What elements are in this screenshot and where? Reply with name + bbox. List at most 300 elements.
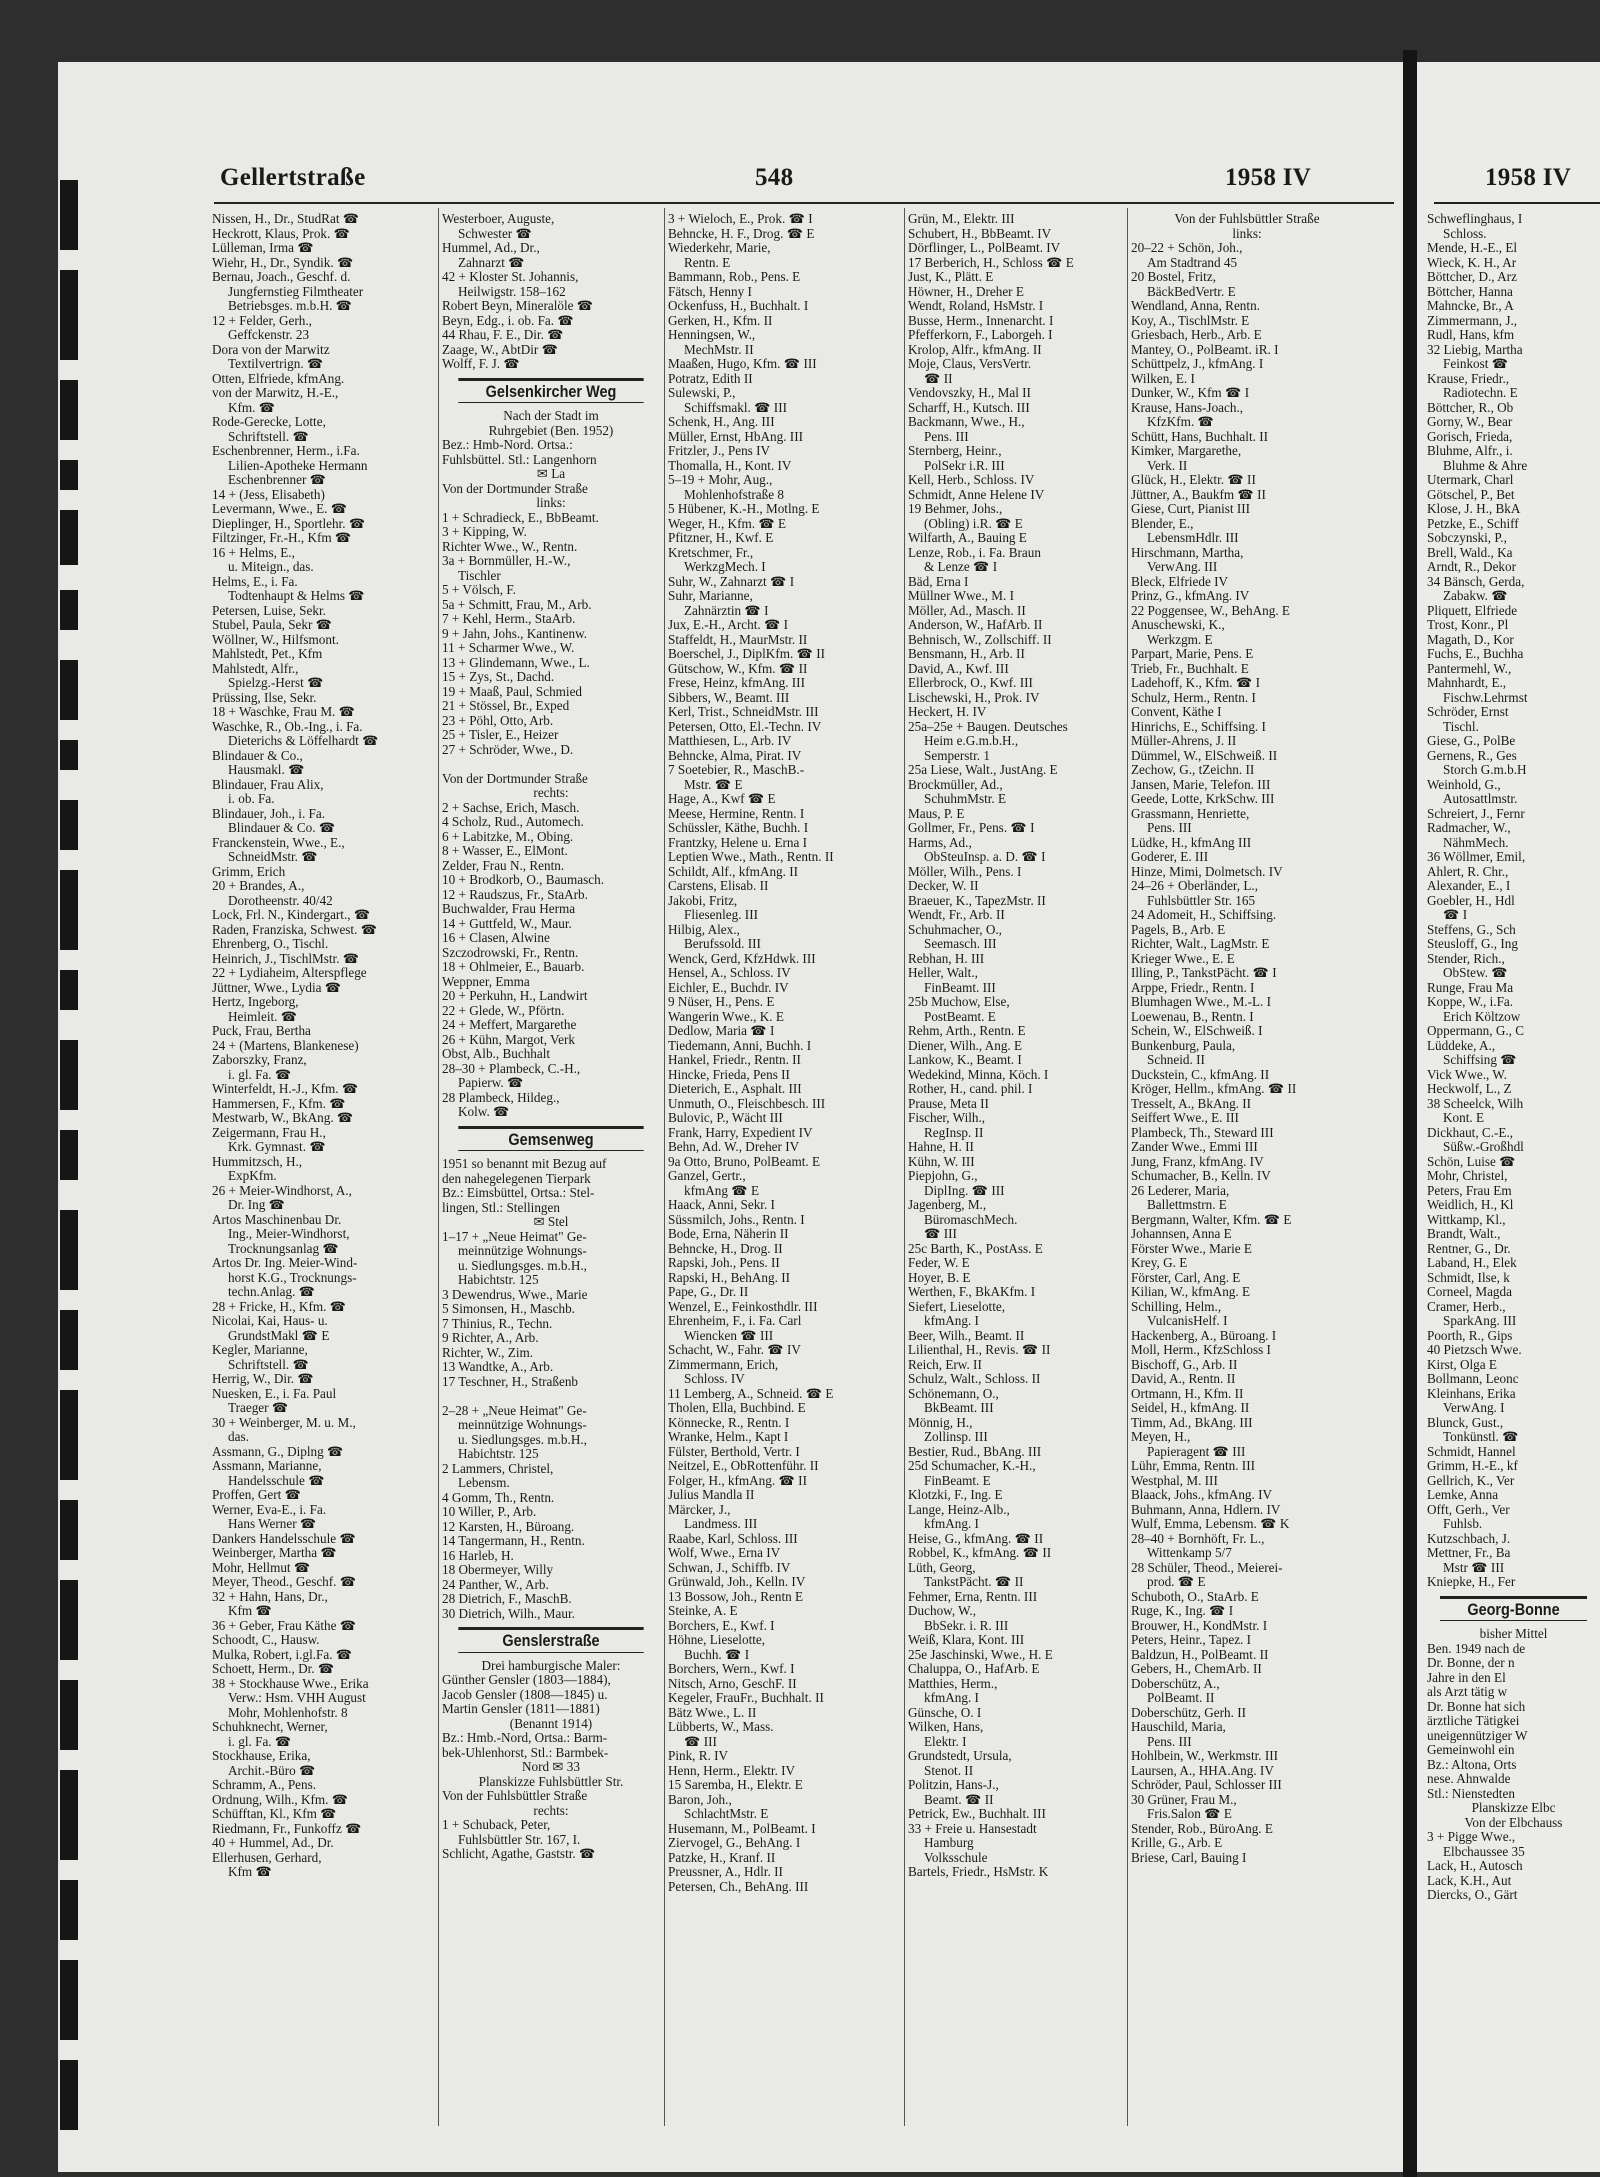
- directory-entry: Klotzki, F., Ing. E: [908, 1488, 1003, 1502]
- directory-entry: Ahlert, R. Chr.,: [1427, 864, 1509, 879]
- entry-continuation: TankstPächt. ☎ II: [924, 1575, 1024, 1589]
- directory-entry: 12 Karsten, H., Büroang.: [442, 1519, 575, 1534]
- directory-entry: Höwner, H., Dreher E: [908, 284, 1024, 299]
- directory-entry: Weger, H., Kfm. ☎ E: [668, 516, 787, 531]
- entry-continuation: PostBeamt. E: [924, 1009, 996, 1024]
- directory-entry: Böttcher, Hanna: [1427, 284, 1513, 299]
- entry-continuation: Elbchaussee 35: [1443, 1844, 1525, 1859]
- directory-entry: Petrick, Ew., Buchhalt. III: [908, 1807, 1046, 1821]
- directory-entry: Dieterich, E., Asphalt. III: [668, 1082, 802, 1096]
- directory-entry: Goebler, H., Hdl: [1427, 893, 1515, 908]
- directory-entry: Gütschow, W., Kfm. ☎ II: [668, 661, 808, 676]
- directory-entry: Möller, Ad., Masch. II: [908, 603, 1026, 618]
- entry-continuation: RegInsp. II: [924, 1125, 984, 1140]
- directory-entry: Oppermann, G., C: [1427, 1024, 1525, 1038]
- directory-entry: Chaluppa, O., HafArb. E: [908, 1662, 1040, 1676]
- directory-entry: Raabe, Karl, Schloss. III: [668, 1531, 798, 1546]
- directory-entry: Petersen, Otto, El.-Techn. IV: [668, 719, 822, 734]
- entry-continuation: BbSekr. i. R. III: [924, 1618, 1009, 1633]
- directory-entry: Mahnhardt, E.,: [1427, 676, 1507, 690]
- directory-entry: Puck, Frau, Bertha: [212, 1024, 311, 1038]
- directory-entry: Grimm, H.-E., kf: [1427, 1459, 1518, 1473]
- directory-entry: Assmann, G., Diplng ☎: [212, 1444, 344, 1459]
- directory-entry: 25b Muchow, Else,: [908, 995, 1010, 1009]
- directory-entry: Schüttpelz, J., kfmAng. I: [1131, 357, 1264, 371]
- entry-continuation: Dieterichs & Löffelhardt ☎: [228, 734, 379, 748]
- directory-entry: Rebhan, H. III: [908, 951, 985, 966]
- directory-entry: Schoodt, C., Hausw.: [212, 1633, 320, 1647]
- entry-continuation: Feinkost ☎: [1443, 357, 1509, 371]
- directory-entry: Schwan, J., Schiffb. IV: [668, 1560, 791, 1575]
- directory-entry: Schreiert, J., Fernr: [1427, 806, 1525, 821]
- binding-mark: [60, 180, 78, 250]
- entry-continuation: Berufssold. III: [684, 937, 761, 951]
- directory-entry: Blaack, Johs., kfmAng. IV: [1131, 1488, 1273, 1502]
- directory-entry: Ockenfuss, H., Buchhalt. I: [668, 299, 809, 313]
- header-rule: [214, 202, 1394, 204]
- directory-entry: 13 Wandtke, A., Arb.: [442, 1360, 554, 1374]
- directory-entry: Bunkenburg, Paula,: [1131, 1038, 1236, 1053]
- directory-entry: Behn, Ad. W., Dreher IV: [668, 1140, 800, 1154]
- directory-entry: Mahlstedt, Alfr.,: [212, 661, 299, 676]
- directory-entry: 10 + Brodkorb, O., Baumasch.: [442, 873, 605, 887]
- directory-column-1: [212, 212, 434, 2132]
- directory-entry: Brockmüller, Ad.,: [908, 777, 1003, 792]
- entry-continuation: GrundstMakl ☎ E: [228, 1328, 330, 1343]
- directory-entry: Krille, G., Arb. E: [1131, 1836, 1223, 1850]
- street-note: bisher Mittel: [1479, 1627, 1548, 1641]
- entry-continuation: Schloss. IV: [684, 1372, 745, 1386]
- directory-entry: Wolf, Wwe., Erna IV: [668, 1546, 781, 1560]
- entry-continuation: Geffckenstr. 23: [228, 328, 310, 342]
- directory-entry: Anderson, W., HafArb. II: [908, 618, 1043, 632]
- directory-entry: Heckrott, Klaus, Prok. ☎: [212, 226, 351, 241]
- directory-entry: Hauschild, Maria,: [1131, 1720, 1226, 1734]
- directory-entry: Gollmer, Fr., Pens. ☎ I: [908, 821, 1035, 835]
- directory-entry: David, A., Rentn. II: [1131, 1372, 1236, 1386]
- directory-entry: Schmidt, Hannel: [1427, 1444, 1516, 1459]
- directory-entry: 5 + Völsch, F.: [442, 583, 516, 597]
- entry-continuation: Archit.-Büro ☎: [228, 1763, 316, 1778]
- directory-entry: Prause, Meta II: [908, 1096, 989, 1111]
- entry-continuation: Schiffsing ☎: [1443, 1053, 1517, 1067]
- entry-continuation: FinBeamt. III: [924, 980, 996, 995]
- entry-continuation: Autosattlmstr.: [1443, 792, 1518, 806]
- directory-entry: 16 + Helms, E.,: [212, 545, 295, 560]
- directory-entry: Grundstedt, Ursula,: [908, 1749, 1012, 1763]
- directory-entry: 12 + Raudszus, Fr., StaArb.: [442, 887, 588, 902]
- directory-entry: Radmacher, W.,: [1427, 821, 1511, 835]
- directory-entry: Bernau, Joach., Geschf. d.: [212, 270, 351, 284]
- directory-entry: Ziervogel, G., BehAng. I: [668, 1836, 801, 1850]
- entry-continuation: Kont. E: [1443, 1111, 1485, 1125]
- directory-entry: 7 + Kehl, Herm., StaArb.: [442, 612, 576, 626]
- entry-continuation: Hausmakl. ☎: [228, 763, 305, 777]
- directory-entry: Förster, Carl, Ang. E: [1131, 1270, 1241, 1285]
- directory-entry: Fülster, Berthold, Vertr. I: [668, 1444, 800, 1459]
- entry-continuation: Mstr. ☎ E: [684, 777, 743, 792]
- directory-entry: Behncke, Alma, Pirat. IV: [668, 748, 802, 763]
- entry-continuation: SchuhmMstr. E: [924, 792, 1007, 806]
- entry-continuation: Süßw.-Großhdl: [1443, 1140, 1524, 1154]
- entry-continuation: Wittenkamp 5/7: [1147, 1546, 1232, 1560]
- directory-entry: Wilfarth, A., Bauing E: [908, 531, 1027, 545]
- directory-entry: Dora von der Marwitz: [212, 342, 330, 357]
- directory-entry: Kell, Herb., Schloss. IV: [908, 473, 1035, 487]
- directory-entry: 13 + Glindemann, Wwe., L.: [442, 655, 590, 670]
- directory-entry: Lack, K.H., Aut: [1427, 1873, 1512, 1888]
- entry-continuation: Kfm. ☎: [228, 400, 276, 415]
- directory-entry: Meyen, H.,: [1131, 1430, 1191, 1444]
- directory-entry: Hinrichs, E., Schiffsing. I: [1131, 719, 1266, 734]
- entry-continuation: Ing., Meier-Windhorst,: [228, 1227, 350, 1241]
- directory-entry: Gorisch, Frieda,: [1427, 429, 1513, 444]
- directory-entry: Henningsen, W.,: [668, 328, 756, 342]
- entry-continuation: Mohlenhofstraße 8: [684, 487, 784, 502]
- directory-entry: Bartels, Friedr., HsMstr. K: [908, 1865, 1049, 1879]
- directory-entry: Hensel, A., Schloss. IV: [668, 966, 791, 980]
- directory-entry: Matthiesen, L., Arb. IV: [668, 734, 792, 748]
- directory-entry: Hage, A., Kwf ☎ E: [668, 792, 776, 806]
- entry-continuation: Pens. III: [1147, 821, 1192, 835]
- street-note: links:: [536, 496, 566, 510]
- entry-continuation: Bluhme & Ahre: [1443, 458, 1528, 473]
- street-heading: Gelsenkircher Weg: [458, 378, 643, 404]
- entry-continuation: Ballettmstrn. E: [1147, 1198, 1227, 1212]
- entry-continuation: Tischler: [458, 568, 501, 583]
- directory-entry: 26 + Meier-Windhorst, A.,: [212, 1183, 352, 1198]
- directory-entry: Wiederkehr, Marie,: [668, 241, 771, 255]
- entry-continuation: Tonkünstl. ☎: [1443, 1430, 1519, 1444]
- directory-entry: Schenk, H., Ang. III: [668, 415, 775, 429]
- directory-entry: Ortmann, H., Kfm. II: [1131, 1386, 1244, 1401]
- directory-entry: 36 + Geber, Frau Käthe ☎: [212, 1618, 357, 1633]
- directory-entry: Pink, R. IV: [668, 1749, 729, 1763]
- directory-entry: Ehrenheim, F., i. Fa. Carl: [668, 1314, 802, 1328]
- directory-entry: Jagenberg, M.,: [908, 1198, 987, 1212]
- directory-entry: Busse, Herm., Innenarcht. I: [908, 313, 1054, 328]
- directory-entry: 5a + Schmitt, Frau, M., Arb.: [442, 597, 592, 612]
- directory-entry: Plambeck, Th., Steward III: [1131, 1125, 1274, 1140]
- directory-entry: Riedmann, Fr., Funkoffz ☎: [212, 1821, 362, 1836]
- directory-entry: 18 + Waschke, Frau M. ☎: [212, 705, 356, 719]
- directory-entry: 25 + Tisler, E., Heizer: [442, 728, 559, 742]
- directory-entry: Kutzschbach, J.: [1427, 1531, 1511, 1546]
- entry-continuation: ☎ III: [684, 1734, 717, 1749]
- directory-entry: Franckenstein, Wwe., E.,: [212, 835, 345, 850]
- binding-mark: [60, 510, 78, 565]
- directory-entry: Dankers Handelsschule ☎: [212, 1531, 356, 1546]
- directory-entry: Mohr, Hellmut ☎: [212, 1560, 311, 1575]
- directory-entry: Ordnung, Wilh., Kfm. ☎: [212, 1792, 349, 1807]
- directory-entry: David, A., Kwf. III: [908, 661, 1009, 676]
- directory-entry: Steusloff, G., Ing: [1427, 937, 1518, 951]
- directory-entry: Wolff, F. J. ☎: [442, 357, 520, 371]
- entry-continuation: Am Stadtrand 45: [1147, 255, 1238, 270]
- column-divider: [664, 208, 665, 2126]
- binding-mark: [60, 590, 78, 630]
- directory-entry: Staffeldt, H., MaurMstr. II: [668, 632, 808, 647]
- directory-entry: Schramm, A., Pens.: [212, 1778, 317, 1792]
- directory-entry: 24 + Meffert, Margarethe: [442, 1018, 577, 1032]
- directory-entry: Lübberts, W., Mass.: [668, 1720, 774, 1734]
- directory-entry: Hoyer, B. E: [908, 1270, 971, 1285]
- directory-entry: Kerl, Trist., SchneidMstr. III: [668, 705, 819, 719]
- directory-entry: Wenzel, E., Feinkosthdlr. III: [668, 1299, 818, 1314]
- entry-continuation: meinnützige Wohnungs-: [458, 1418, 587, 1432]
- entry-continuation: PolSekr i.R. III: [924, 458, 1005, 473]
- directory-entry: 4 Scholz, Rud., Automech.: [442, 815, 584, 829]
- directory-entry: 9 + Jahn, Johs., Kantinenw.: [442, 626, 588, 641]
- directory-entry: Zander Wwe., Emmi III: [1131, 1140, 1258, 1154]
- entry-continuation: Habichtstr. 125: [458, 1447, 539, 1461]
- directory-entry: Martin Gensler (1811—1881): [442, 1702, 600, 1716]
- entry-continuation: Volksschule: [924, 1850, 988, 1865]
- entry-continuation: Eschenbrenner ☎: [228, 473, 327, 487]
- directory-entry: Von der Fuhlsbüttler Straße: [442, 1789, 588, 1803]
- entry-continuation: LebensmHdlr. III: [1147, 531, 1239, 545]
- directory-entry: Julius Mandla II: [668, 1488, 755, 1502]
- directory-entry: 20 Bostel, Fritz,: [1131, 270, 1216, 284]
- directory-entry: Rapski, Joh., Pens. II: [668, 1256, 780, 1270]
- entry-continuation: Pens. III: [924, 429, 969, 444]
- directory-entry: Schubert, H., BbBeamt. IV: [908, 226, 1052, 241]
- directory-entry: Bz.: Hmb.-Nord, Ortsa.: Barm-: [442, 1731, 608, 1745]
- directory-entry: 15 + Zys, St., Dachd.: [442, 670, 555, 684]
- directory-entry: Gerken, H., Kfm. II: [668, 313, 773, 328]
- entry-continuation: MechMstr. II: [684, 342, 754, 357]
- binding-mark: [60, 2060, 78, 2130]
- directory-entry: Meese, Hermine, Rentn. I: [668, 806, 805, 821]
- directory-entry: Schumacher, B., Kelln. IV: [1131, 1169, 1271, 1183]
- directory-entry: Mantey, O., PolBeamt. iR. I: [1131, 342, 1279, 357]
- directory-entry: Werner, Eva-E., i. Fa.: [212, 1502, 327, 1517]
- directory-entry: Griesbach, Herb., Arb. E: [1131, 328, 1262, 342]
- directory-entry: 5 Hübener, K.-H., Motlng. E: [668, 502, 820, 516]
- directory-entry: Günther Gensler (1803—1884),: [442, 1673, 611, 1687]
- directory-entry: Artos Maschinenbau Dr.: [212, 1212, 342, 1227]
- entry-continuation: Storch G.m.b.H: [1443, 763, 1527, 777]
- directory-entry: Behncke, H., Drog. II: [668, 1241, 783, 1256]
- entry-continuation: kfmAng. I: [924, 1314, 979, 1328]
- directory-entry: Ruge, K., Ing. ☎ I: [1131, 1604, 1234, 1618]
- binding-mark: [60, 1310, 78, 1370]
- directory-entry: 28 + Fricke, H., Kfm. ☎: [212, 1299, 347, 1314]
- directory-entry: Heinrich, J., TischlMstr. ☎: [212, 951, 360, 966]
- directory-entry: 20 + Perkuhn, H., Landwirt: [442, 989, 588, 1003]
- directory-entry: 25c Barth, K., PostAss. E: [908, 1241, 1043, 1256]
- directory-entry: Mahncke, Br., A: [1427, 299, 1514, 313]
- binding-mark: [60, 1500, 78, 1560]
- directory-entry: 25a–25e + Baugen. Deutsches: [908, 719, 1068, 734]
- spacer: [442, 1389, 660, 1404]
- directory-entry: Wendt, Fr., Arb. II: [908, 908, 1005, 922]
- directory-entry: 17 Berberich, H., Schloss ☎ E: [908, 255, 1074, 270]
- directory-entry: Timm, Ad., BkAng. III: [1131, 1415, 1253, 1430]
- entry-continuation: ☎ I: [1443, 908, 1468, 922]
- entry-continuation: Fris.Salon ☎ E: [1147, 1807, 1232, 1821]
- directory-entry: Prinz, G., kfmAng. IV: [1131, 589, 1250, 603]
- entry-continuation: Trocknungsanlag ☎: [228, 1241, 339, 1256]
- directory-entry: Petersen, Luise, Sekr.: [212, 603, 326, 618]
- directory-entry: 4 Gomm, Th., Rentn.: [442, 1490, 555, 1505]
- directory-entry: 26 + Kühn, Margot, Verk: [442, 1032, 575, 1047]
- directory-entry: Krieger Wwe., E. E: [1131, 951, 1235, 966]
- directory-entry: Husemann, M., PolBeamt. I: [668, 1821, 816, 1836]
- directory-entry: 40 + Hummel, Ad., Dr.: [212, 1836, 334, 1850]
- directory-entry: Raden, Franziska, Schwest. ☎: [212, 922, 378, 937]
- directory-entry: Piepjohn, G.,: [908, 1169, 978, 1183]
- binding-mark: [60, 800, 78, 850]
- directory-entry: Utermark, Charl: [1427, 473, 1514, 487]
- directory-entry: 14 Tangermann, H., Rentn.: [442, 1534, 585, 1548]
- directory-entry: Wendt, Roland, HsMstr. I: [908, 299, 1044, 313]
- entry-continuation: horst K.G., Trocknungs-: [228, 1270, 357, 1285]
- entry-continuation: Landmess. III: [684, 1517, 758, 1531]
- binding-mark: [60, 380, 78, 440]
- directory-entry: Buchwalder, Frau Herma: [442, 902, 576, 916]
- directory-entry: Henn, Herm., Elektr. IV: [668, 1763, 796, 1778]
- entry-continuation: VulcanisHelf. I: [1147, 1314, 1228, 1328]
- entry-continuation: kfmAng. I: [924, 1691, 979, 1705]
- directory-entry: Siefert, Lieselotte,: [908, 1299, 1006, 1314]
- directory-entry: Assmann, Marianne,: [212, 1459, 322, 1473]
- directory-entry: Duckstein, C., kfmAng. II: [1131, 1067, 1270, 1082]
- entry-continuation: Zahnärztin ☎ I: [684, 603, 769, 618]
- directory-entry: Wittkamp, Kl.,: [1427, 1212, 1506, 1227]
- entry-continuation: Seemasch. III: [924, 937, 997, 951]
- directory-entry: als Arzt tätig w: [1427, 1685, 1508, 1699]
- directory-entry: 23 + Pöhl, Otto, Arb.: [442, 713, 554, 728]
- directory-entry: Lenze, Rob., i. Fa. Braun: [908, 545, 1041, 560]
- directory-entry: Carstens, Elisab. II: [668, 879, 769, 893]
- directory-entry: 38 + Stockhause Wwe., Erika: [212, 1676, 369, 1691]
- directory-entry: Mönnig, H.,: [908, 1415, 973, 1430]
- directory-entry: Parpart, Marie, Pens. E: [1131, 647, 1254, 661]
- directory-entry: 3 + Kipping, W.: [442, 525, 527, 539]
- binding-mark: [60, 1040, 78, 1110]
- directory-column-4: [908, 212, 1124, 2132]
- directory-entry: Boerschel, J., DiplKfm. ☎ II: [668, 647, 826, 661]
- directory-entry: Westerboer, Auguste,: [442, 212, 555, 226]
- directory-entry: Fischer, Wilh.,: [908, 1111, 986, 1125]
- directory-entry: Moll, Herm., KfzSchloss I: [1131, 1343, 1271, 1357]
- directory-entry: Klose, J. H., BkA: [1427, 502, 1521, 516]
- directory-entry: Werthen, F., BkAKfm. I: [908, 1285, 1036, 1299]
- street-note: Drei hamburgische Maler:: [481, 1658, 621, 1673]
- entry-continuation: KfzKfm. ☎: [1147, 415, 1214, 429]
- entry-continuation: Pens. III: [1147, 1734, 1192, 1749]
- directory-entry: Grimm, Erich: [212, 864, 286, 879]
- directory-entry: 14 + (Jess, Elisabeth): [212, 487, 325, 502]
- directory-entry: Backmann, Wwe., H.,: [908, 415, 1025, 429]
- binding-mark: [60, 970, 78, 1010]
- directory-entry: Thomalla, H., Kont. IV: [668, 458, 792, 473]
- directory-entry: Petzke, E., Schiff: [1427, 516, 1519, 531]
- directory-entry: Koppe, W., i.Fa.: [1427, 995, 1514, 1009]
- directory-entry: bek-Uhlenhorst, Stl.: Barmbek-: [442, 1745, 609, 1760]
- directory-entry: Peters, Frau Em: [1427, 1183, 1512, 1198]
- directory-entry: 13 Bossow, Joh., Rentn E: [668, 1589, 804, 1604]
- directory-entry: Krey, G. E: [1131, 1256, 1188, 1270]
- entry-continuation: Tischl.: [1443, 719, 1479, 734]
- directory-entry: Dedlow, Maria ☎ I: [668, 1024, 775, 1038]
- directory-entry: 21 + Stössel, Br., Exped: [442, 699, 570, 713]
- directory-entry: Bluhme, Alfr., i.: [1427, 444, 1513, 458]
- directory-entry: Levermann, Wwe., E. ☎: [212, 502, 348, 516]
- directory-entry: Eichler, E., Buchdr. IV: [668, 980, 789, 995]
- entry-continuation: das.: [228, 1430, 249, 1444]
- directory-entry: Wilken, Hans,: [908, 1720, 984, 1734]
- directory-entry: ärztliche Tätigkei: [1427, 1714, 1520, 1728]
- directory-entry: Frantzky, Helene u. Erna I: [668, 835, 808, 850]
- directory-entry: Baldzun, H., PolBeamt. II: [1131, 1647, 1269, 1662]
- directory-entry: Müller, Ernst, HbAng. III: [668, 429, 803, 444]
- spacer: [442, 757, 660, 772]
- directory-entry: 34 Bänsch, Gerda,: [1427, 574, 1525, 589]
- directory-entry: Pape, G., Dr. II: [668, 1285, 749, 1299]
- binding-mark: [60, 870, 78, 950]
- directory-entry: 9 Richter, A., Arb.: [442, 1331, 539, 1345]
- entry-continuation: SparkAng. III: [1443, 1314, 1517, 1328]
- directory-entry: 38 Scheelck, Wilh: [1427, 1096, 1524, 1111]
- directory-entry: Süssmilch, Johs., Rentn. I: [668, 1212, 805, 1227]
- binding-edge: [58, 120, 82, 2160]
- directory-entry: Nuesken, E., i. Fa. Paul: [212, 1386, 337, 1401]
- directory-entry: Kühn, W. III: [908, 1154, 975, 1169]
- directory-entry: Fehmer, Erna, Rentn. III: [908, 1589, 1038, 1604]
- directory-entry: Laursen, A., HHA.Ang. IV: [1131, 1763, 1274, 1778]
- entry-continuation: (Obling) i.R. ☎ E: [924, 516, 1023, 531]
- directory-entry: 14 + Guttfeld, W., Maur.: [442, 916, 572, 931]
- directory-entry: Höhne, Lieselotte,: [668, 1633, 766, 1647]
- directory-entry: Stl.: Nienstedten: [1427, 1786, 1515, 1801]
- entry-continuation: i. gl. Fa. ☎: [228, 1734, 292, 1749]
- directory-entry: Pliquett, Elfriede: [1427, 603, 1518, 618]
- directory-entry: Just, K., Plätt. E: [908, 270, 994, 284]
- directory-entry: Folger, H., kfmAng. ☎ II: [668, 1473, 807, 1488]
- directory-entry: Runge, Frau Ma: [1427, 980, 1514, 995]
- directory-entry: Helms, E., i. Fa.: [212, 574, 298, 589]
- directory-entry: Schulz, Herm., Rentn. I: [1131, 690, 1256, 705]
- directory-entry: Rehm, Arth., Rentn. E: [908, 1024, 1026, 1038]
- entry-continuation: SchneidMstr. ☎: [228, 850, 318, 864]
- directory-entry: Schweflinghaus, I: [1427, 212, 1523, 226]
- directory-entry: Koy, A., TischlMstr. E: [1131, 313, 1250, 328]
- directory-entry: Bulovic, P., Wächt III: [668, 1111, 783, 1125]
- street-heading: Gemsenweg: [458, 1126, 643, 1152]
- directory-column-2: [442, 212, 660, 2132]
- entry-continuation: Rentn. E: [684, 255, 731, 270]
- directory-entry: Hahne, H. II: [908, 1140, 974, 1154]
- entry-continuation: Schriftstell. ☎: [228, 429, 309, 444]
- entry-continuation: kfmAng. I: [924, 1517, 979, 1531]
- directory-entry: Peters, Heinr., Tapez. I: [1131, 1633, 1252, 1647]
- directory-entry: Schröder, Ernst: [1427, 705, 1509, 719]
- entry-continuation: Traeger ☎: [228, 1401, 289, 1415]
- directory-entry: Wranke, Helm., Kapt I: [668, 1430, 789, 1444]
- directory-entry: Stender, Rob., BüroAng. E: [1131, 1821, 1273, 1836]
- binding-mark: [60, 1130, 78, 1180]
- entry-continuation: Kolw. ☎: [458, 1105, 510, 1119]
- directory-entry: Lüth, Georg,: [908, 1560, 976, 1575]
- entry-continuation: Buchh. ☎ I: [684, 1647, 750, 1662]
- directory-entry: Böttcher, R., Ob: [1427, 400, 1514, 415]
- directory-entry: Hankel, Friedr., Rentn. II: [668, 1053, 801, 1067]
- directory-entry: Wöllner, W., Hilfsmont.: [212, 632, 339, 647]
- directory-entry: Mestwarb, W., BkAng. ☎: [212, 1111, 354, 1125]
- directory-entry: Schlicht, Agathe, Gaststr. ☎: [442, 1847, 596, 1861]
